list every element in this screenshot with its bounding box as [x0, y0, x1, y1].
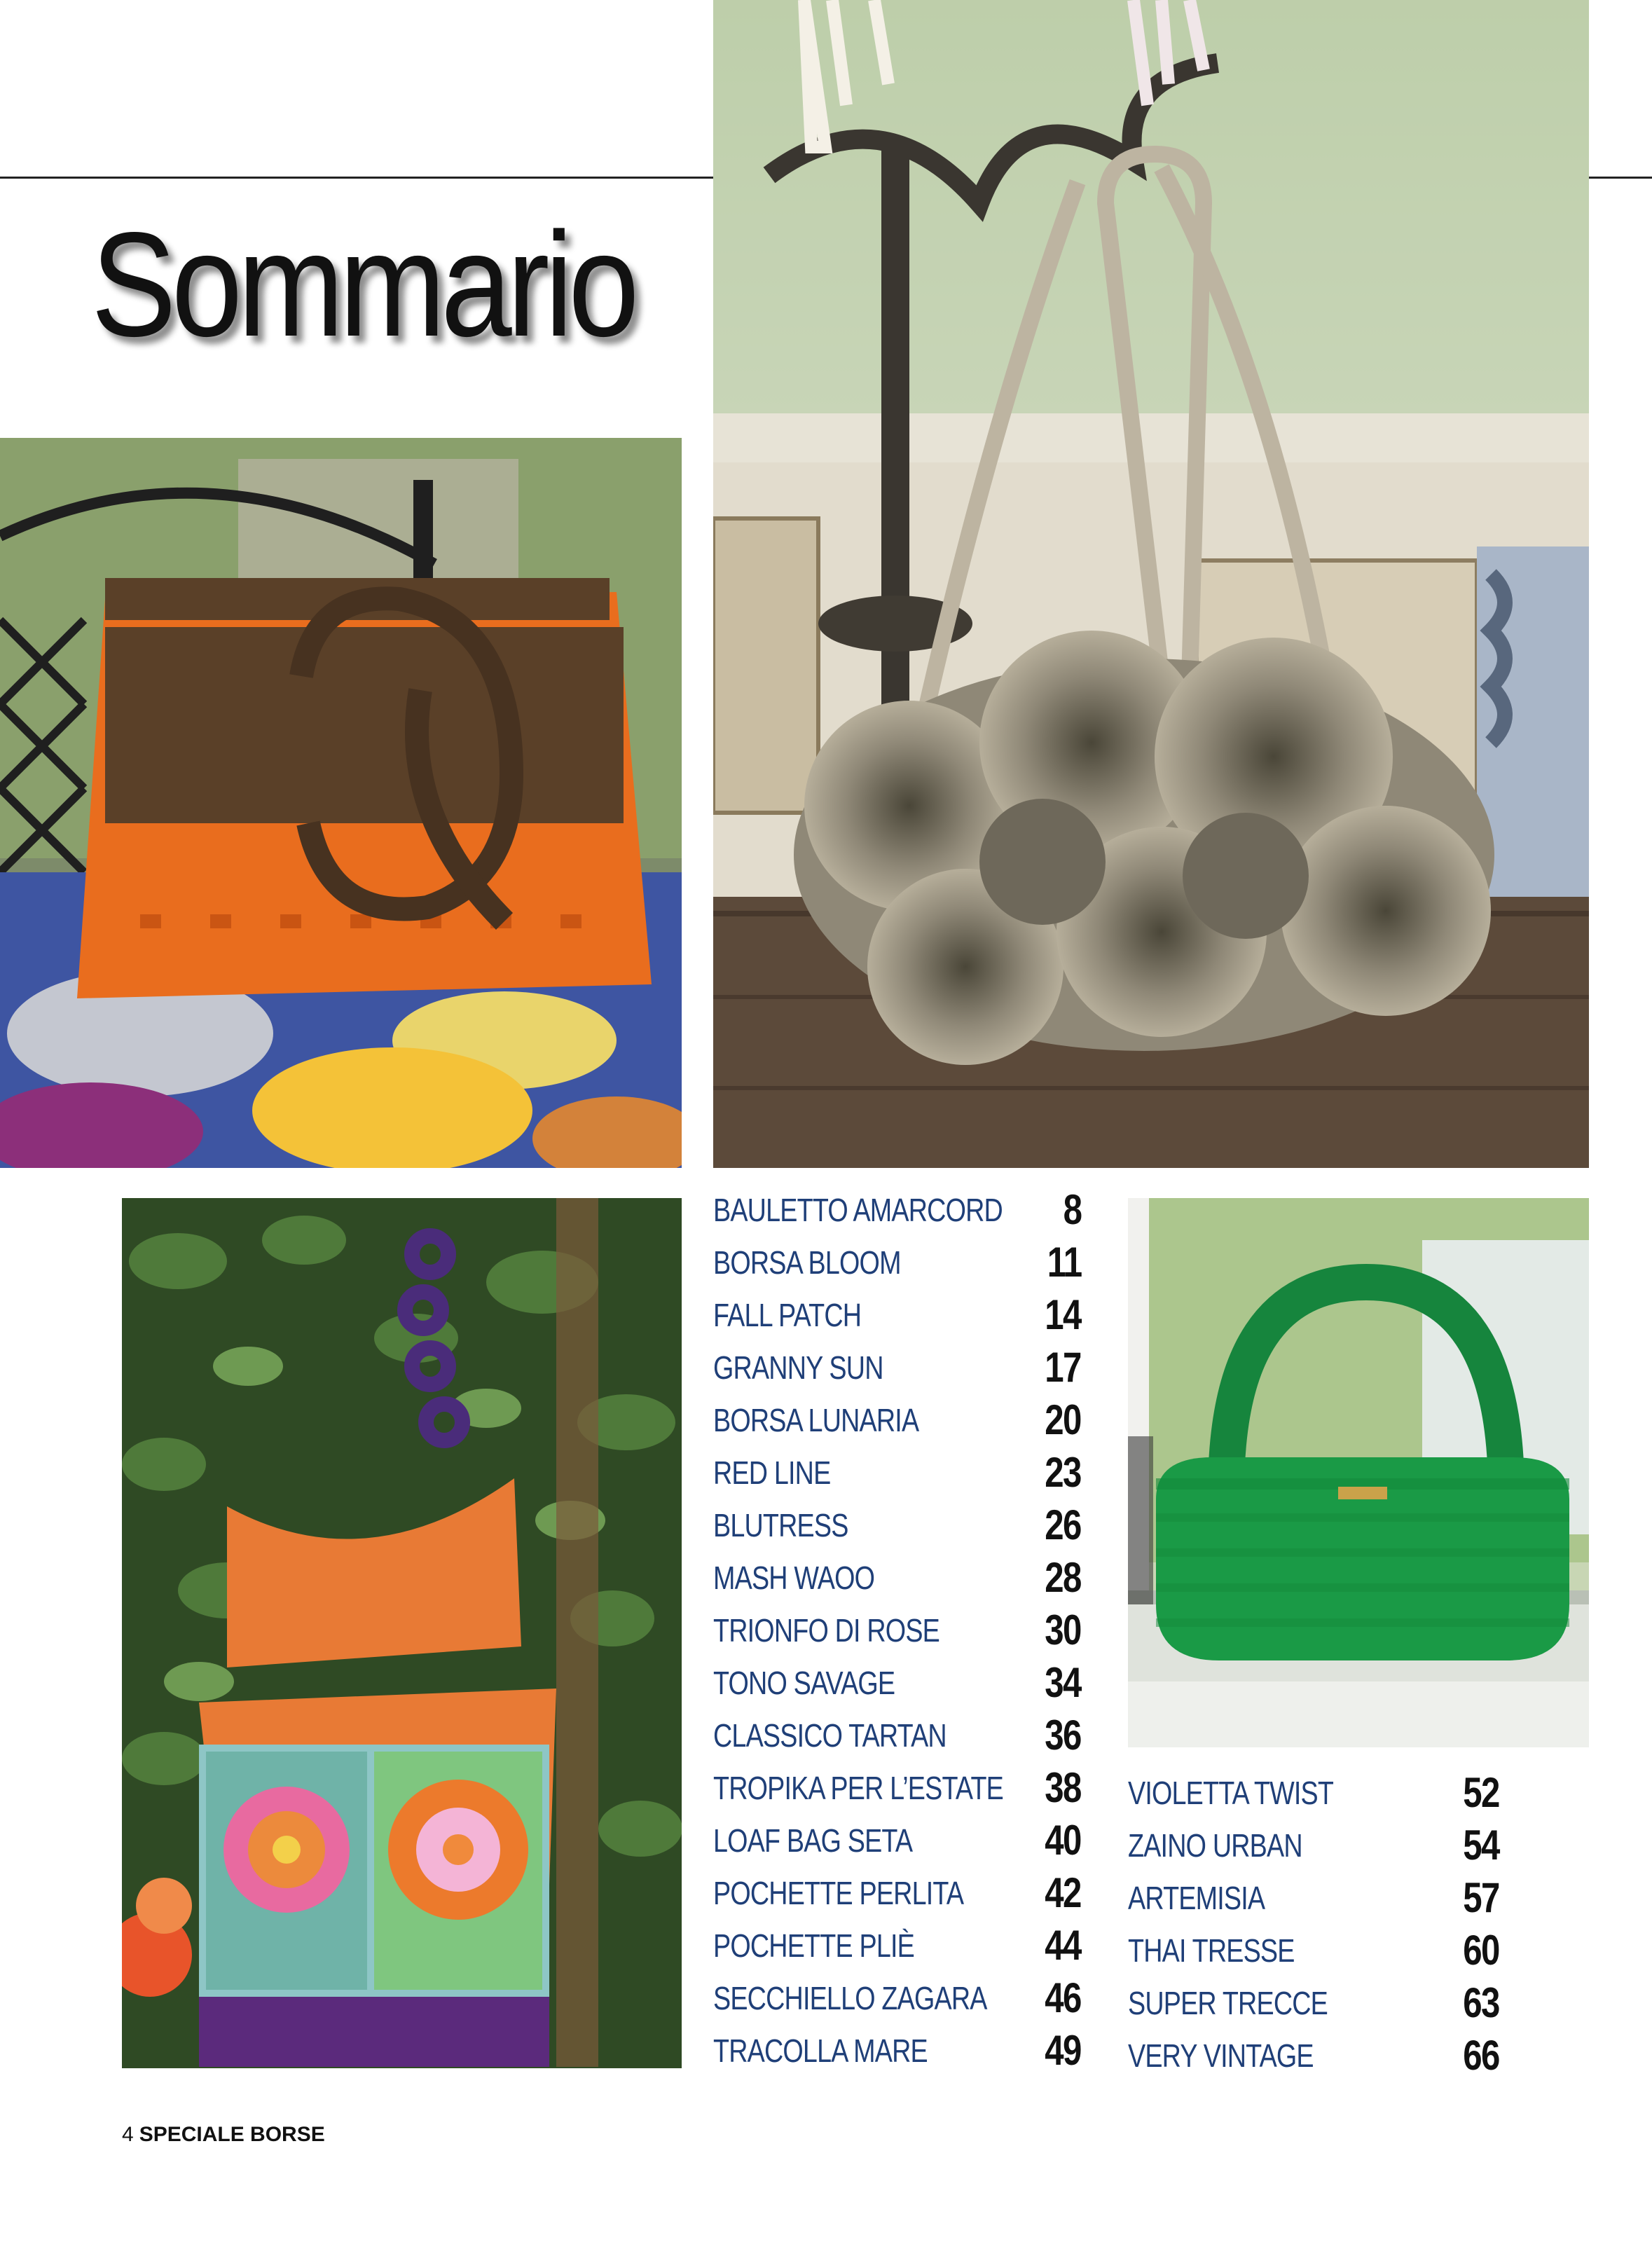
toc-item-name: THAI TRESSE — [1128, 1932, 1295, 1969]
toc-item-name: TRIONFO DI ROSE — [713, 1612, 940, 1649]
toc-item[interactable] — [1128, 1979, 1499, 2031]
toc-item[interactable] — [713, 2026, 1081, 2079]
toc-item-page: 60 — [1463, 1927, 1499, 1974]
green-bag-photo — [1128, 1198, 1589, 1747]
toc-item-name: LOAF BAG SETA — [713, 1822, 913, 1859]
toc-item-page: 40 — [1045, 1817, 1081, 1864]
toc-item-page: 26 — [1045, 1501, 1081, 1548]
toc-item-name: VERY VINTAGE — [1128, 2037, 1314, 2074]
toc-item-page: 11 — [1047, 1239, 1081, 1286]
toc-item-page: 23 — [1045, 1449, 1081, 1496]
toc-item-name: BLUTRESS — [713, 1507, 848, 1543]
toc-item[interactable] — [713, 1185, 1081, 1238]
toc-item[interactable] — [713, 1553, 1081, 1606]
toc-item-page: 8 — [1063, 1186, 1081, 1233]
toc-item[interactable] — [1128, 1873, 1499, 1926]
toc-item-page: 38 — [1045, 1764, 1081, 1811]
toc-item-name: FALL PATCH — [713, 1297, 862, 1333]
toc-item-name: SUPER TRECCE — [1128, 1985, 1328, 2021]
toc-item[interactable] — [713, 1343, 1081, 1396]
orange-tote-photo — [0, 438, 682, 1168]
toc-item-name: RED LINE — [713, 1454, 831, 1491]
toc-item-name: CLASSICO TARTAN — [713, 1717, 947, 1754]
toc-item-name: VIOLETTA TWIST — [1128, 1775, 1334, 1811]
toc-item-page: 49 — [1045, 2027, 1081, 2074]
toc-item-name: ARTEMISIA — [1128, 1880, 1265, 1916]
toc-item[interactable] — [713, 1921, 1081, 1974]
toc-item-name: BORSA LUNARIA — [713, 1402, 919, 1438]
page-title: Sommario — [91, 201, 635, 367]
toc-item[interactable] — [713, 1501, 1081, 1553]
page-footer — [122, 2123, 325, 2147]
toc-item-page: 34 — [1045, 1659, 1081, 1706]
toc-item[interactable] — [713, 1974, 1081, 2026]
top-rule-left — [0, 177, 713, 179]
toc-item[interactable] — [713, 1606, 1081, 1658]
granny-square-bag-photo — [122, 1198, 682, 2068]
toc-item[interactable] — [713, 1816, 1081, 1869]
toc-list-right — [1128, 1768, 1499, 2084]
toc-item-page: 17 — [1045, 1344, 1081, 1391]
toc-item-page: 28 — [1045, 1554, 1081, 1601]
toc-item-page: 63 — [1463, 1979, 1499, 2026]
toc-item-page: 44 — [1045, 1922, 1081, 1969]
toc-item-page: 54 — [1463, 1822, 1499, 1869]
footer-publication: SPECIALE BORSE — [139, 2123, 325, 2146]
toc-item-name: MASH WAOO — [713, 1560, 875, 1596]
toc-item[interactable] — [713, 1396, 1081, 1448]
toc-item-page: 20 — [1045, 1396, 1081, 1443]
toc-item[interactable] — [713, 1658, 1081, 1711]
toc-item[interactable] — [1128, 2031, 1499, 2084]
toc-list-left — [713, 1185, 1081, 2079]
toc-item-page: 46 — [1045, 1974, 1081, 2021]
toc-item-name: BAULETTO AMARCORD — [713, 1192, 1003, 1228]
toc-item[interactable] — [713, 1711, 1081, 1763]
toc-item-page: 36 — [1045, 1712, 1081, 1759]
toc-item[interactable] — [1128, 1821, 1499, 1873]
toc-item-name: GRANNY SUN — [713, 1349, 883, 1386]
toc-item[interactable] — [713, 1238, 1081, 1291]
toc-item[interactable] — [713, 1869, 1081, 1921]
toc-item-name: POCHETTE PLIÈ — [713, 1927, 914, 1964]
toc-item-page: 42 — [1045, 1869, 1081, 1916]
toc-item[interactable] — [713, 1448, 1081, 1501]
toc-item-name: POCHETTE PERLITA — [713, 1875, 964, 1911]
toc-item[interactable] — [1128, 1768, 1499, 1821]
toc-item-name: SECCHIELLO ZAGARA — [713, 1980, 987, 2016]
toc-item-page: 30 — [1045, 1607, 1081, 1653]
footer-page-number: 4 — [122, 2123, 134, 2146]
toc-item-page: 66 — [1463, 2032, 1499, 2079]
toc-item-name: TONO SAVAGE — [713, 1665, 895, 1701]
toc-item-page: 57 — [1463, 1874, 1499, 1921]
toc-item[interactable] — [713, 1763, 1081, 1816]
top-rule-right — [1589, 177, 1652, 179]
toc-item[interactable] — [1128, 1926, 1499, 1979]
toc-item-name: TROPIKA PER L’ESTATE — [713, 1770, 1004, 1806]
toc-item-name: BORSA BLOOM — [713, 1244, 901, 1281]
toc-item[interactable] — [713, 1291, 1081, 1343]
toc-item-page: 14 — [1045, 1291, 1081, 1338]
toc-item-name: ZAINO URBAN — [1128, 1827, 1302, 1864]
toc-item-page: 52 — [1463, 1769, 1499, 1816]
candelabra-bag-photo — [713, 0, 1589, 1168]
toc-item-name: TRACOLLA MARE — [713, 2033, 928, 2069]
